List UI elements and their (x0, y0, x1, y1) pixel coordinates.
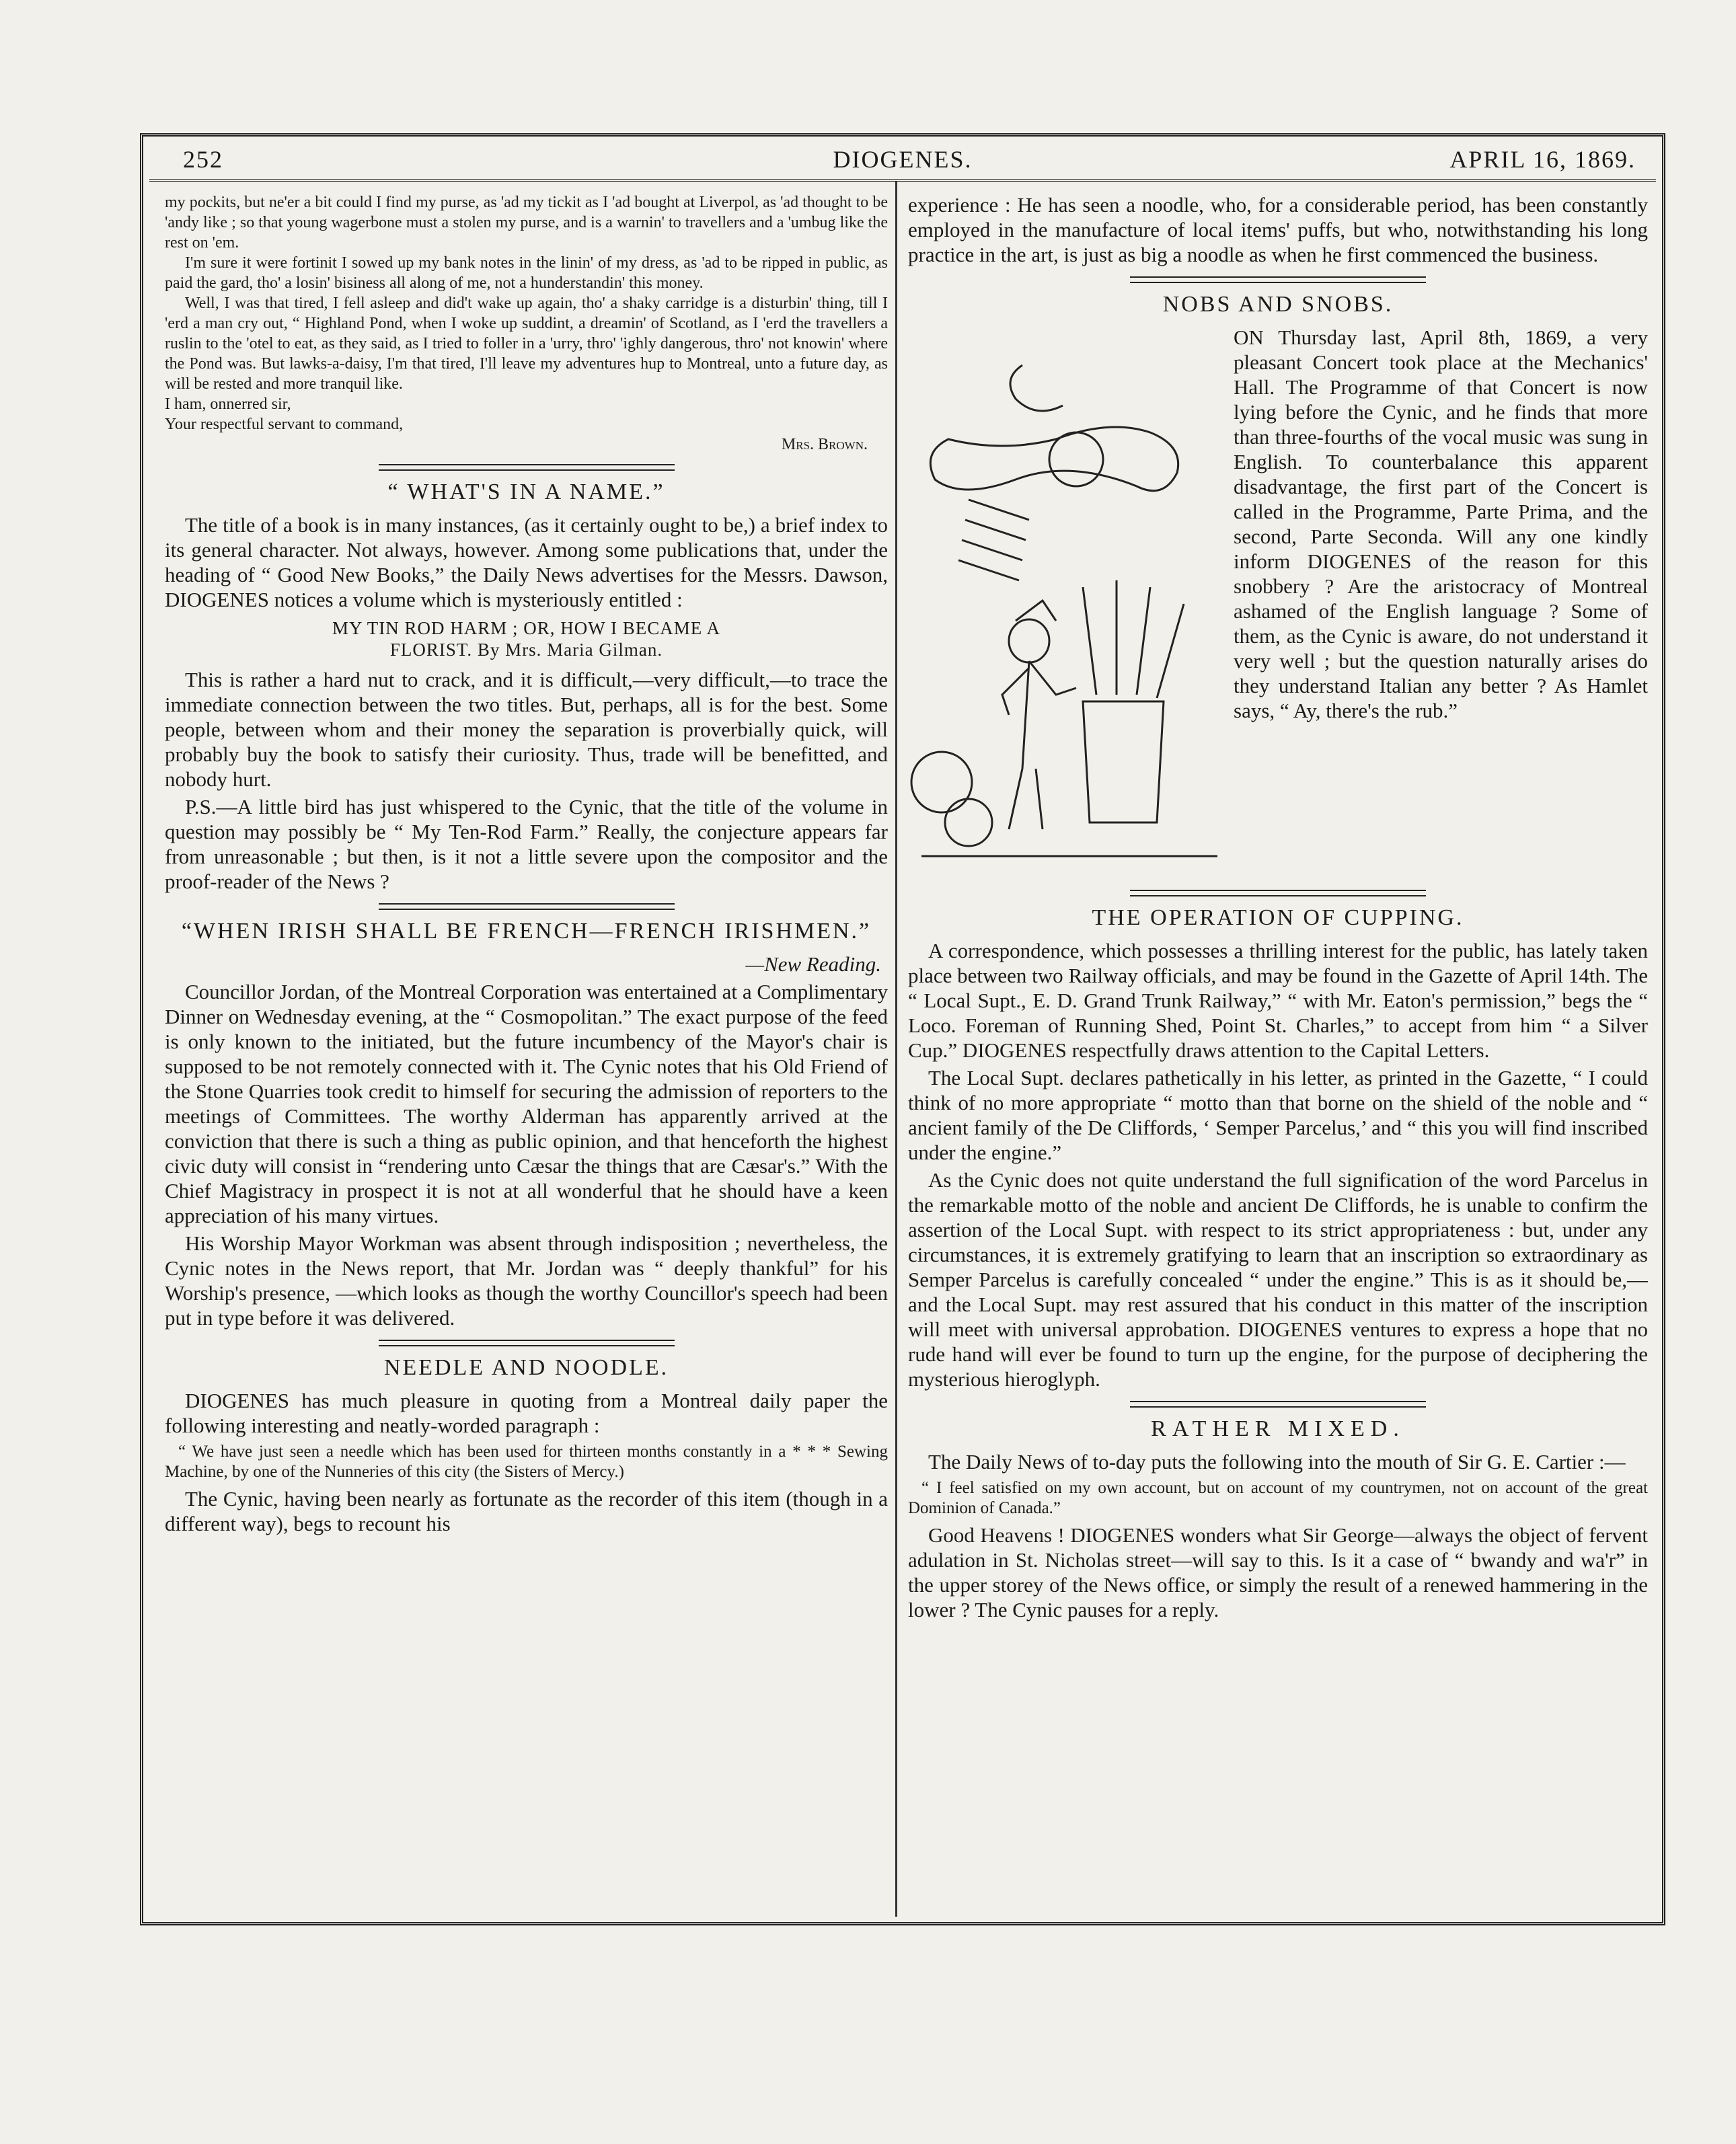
column-divider (895, 182, 897, 1917)
letter-closing: I ham, onnerred sir, (165, 395, 291, 413)
figure-legs (1009, 769, 1043, 829)
section-rule (379, 903, 675, 910)
letter-paragraph: I'm sure it were fortinit I sowed up my bank notes in the linin' of my dress, as 'ad to be ripped in public, as paid the gard, tho' a losin' bisiness all along of me, not a hunderstandin' this money. (165, 254, 888, 292)
section-rule (379, 1340, 675, 1346)
article-title: NEEDLE AND NOODLE. (383, 1355, 669, 1380)
letter-continuation (165, 192, 888, 455)
article-title: RATHER MIXED. (1151, 1416, 1405, 1441)
section-rule (1130, 890, 1426, 896)
book-title (205, 617, 847, 660)
letter-paragraph: Well, I was that tired, I fell asleep and did't wake up again, tho' a shaky carridge is a disturbin' thing, till I 'erd a man cry out, “ Highland Pond, when I woke up suddint, a dreamin' of Scotland, as I 'erd the travellers a ruslin to the 'otel to eat, as they said, as I tried to foller in a 'urry, thro' 'ighly dangerous, thro' not knowin' where the Pond was. But lawks-a-daisy, I'm that tired, I'll leave my adventures hup to Montreal, unto a future day, as will be rested and more tranquil like. (165, 295, 888, 393)
article-paragraph: The Daily News of to-day puts the following into the mouth of Sir G. E. Cartier :— (928, 1450, 1626, 1473)
page-header (149, 141, 1656, 182)
article-paragraph: DIOGENES has much pleasure in quoting from a Montreal daily paper the following interesting and neatly-worded paragraph : (165, 1389, 888, 1437)
section-rule (1130, 276, 1426, 283)
article-paragraph: This is rather a hard nut to crack, and it is difficult,—very difficult,—to trace the immediate connection between the two titles. But, perhaps, all is for the best. Some people, between whom and their money the separation is proverbially quick, will probably buy the book to satisfy their curiosity. Thus, trade will be benefitted, and nobody hurt. (165, 668, 888, 791)
article-title: “ WHAT'S IN A NAME.” (387, 480, 665, 504)
masthead-title: DIOGENES. (833, 146, 973, 173)
article-paragraph: P.S.—A little bird has just whispered to the Cynic, that the title of the volume in question may possibly be “ My Ten-Rod Farm.” Really, the conjecture appears far from unreasonable ; but then, is it not a little severe upon the compositor and the proof-reader of the News ? (165, 795, 888, 893)
quoted-paragraph: “ I feel satisfied on my own account, but on account of my countrymen, not on account of the great Dominion of Canada.” (908, 1479, 1648, 1517)
article-title: “WHEN IRISH SHALL BE FRENCH—FRENCH IRISHMEN.” (181, 919, 872, 944)
steaming-vessel (1083, 701, 1164, 822)
article-paragraph: Councillor Jordan, of the Montreal Corporation was entertained at a Complimentary Dinner on Wednesday evening, at the “ Cosmopolitan.” The exact purpose of the feed is only known to the initiated, but the future incumbency of the Mayor's chair is supposed to be not remotely connected with it. The Cynic notes that his Old Friend of the Stone Quarries took credit to himself for securing the admission of reporters to the meetings of Committees. The worthy Alderman has apparently arrived at the conviction that there is such a thing as public opinion, and that henceforth the highest civic duty will consist in “rendering unto Cæsar the things that are Cæsar's.” With the Chief Magistracy in prospect it is not at all wonderful that he should have a keen appreciation of his many virtues. (165, 980, 888, 1227)
section-rule (1130, 1401, 1426, 1408)
cloud-shape (930, 427, 1178, 491)
letter-signature: Mrs. Brown. (781, 436, 868, 453)
figure-body (1002, 661, 1076, 769)
article-paragraph: The title of a book is in many instances, (as it certainly ought to be,) a brief index to its general character. Not always, however. Among some publications that, under the heading of “ Good New Books,” the Daily News advertises for the Messrs. Dawson, DIOGENES notices a volume which is mysteriously entitled : (165, 513, 888, 611)
article-paragraph: Good Heavens ! DIOGENES wonders what Sir George—always the object of fervent adulation in St. Nicholas street—will say to this. Is it a case of “ bwandy and wa'r” in the upper storey of the News office, or simply the result of a renewed hammering in the lower ? The Cynic pauses for a reply. (908, 1523, 1648, 1621)
steam-curl (1010, 365, 1063, 411)
left-column (165, 192, 888, 1914)
letter-closing: Your respectful servant to command, (165, 416, 404, 433)
article-paragraph: The Cynic, having been nearly as fortunate as the recorder of this item (though in a different way), begs to recount his (165, 1487, 888, 1535)
book-title-line: MY TIN ROD HARM ; OR, HOW I BECAME A (332, 618, 721, 638)
ball-shape (1049, 432, 1103, 486)
round-object (945, 799, 992, 846)
article-title: NOBS AND SNOBS. (1162, 292, 1394, 317)
article-paragraph: A correspondence, which possesses a thrilling interest for the public, has lately taken place between two Railway officials, and may be found in the Gazette of April 14th. The “ Local Supt., E. D. Grand Trunk Railway,” “ with Mr. Eaton's permission,” begs the “ Loco. Foreman of Running Shed, Point St. Charles,” to accept from him “ a Silver Cup.” DIOGENES respectfully draws attention to the Capital Letters. (908, 939, 1648, 1062)
round-object (911, 752, 972, 812)
article-paragraph: The Local Supt. declares pathetically in his letter, as printed in the Gazette, “ I could think of no more appropriate “ motto than that borne on the shield of the noble and “ ancient family of the De Cliffords, ‘ Semper Parcelus,’ and “ this you will find inscribed under the engine.” (908, 1066, 1648, 1164)
article-paragraph: His Worship Mayor Workman was absent through indisposition ; nevertheless, the Cynic notes in the News report, that Mr. Jordan was “ deeply thankful” for his Worship's presence, —which looks as though the worthy Councillor's speech had been put in type before it was delivered. (165, 1231, 888, 1330)
issue-date: APRIL 16, 1869. (1449, 146, 1636, 173)
page-number: 252 (183, 146, 223, 173)
book-title-line: FLORIST. By Mrs. Maria Gilman. (389, 640, 663, 660)
quoted-paragraph: “ We have just seen a needle which has been used for thirteen months constantly in a * * * Sewing Machine, by one of the Nunneries of this city (the Sisters of Mercy.) (165, 1443, 888, 1481)
figure-cap (1016, 601, 1056, 621)
article-continuation: experience : He has seen a noodle, who, for a considerable period, has been constantly employed in the manufacture of local items' puffs, but who, notwithstanding his long practice in the art, is just as big a noodle as when he first commenced the business. (908, 193, 1648, 266)
figure-head (1009, 619, 1049, 662)
right-column (908, 192, 1648, 1914)
article-paragraph: As the Cynic does not quite understand the full signification of the word Parcelus in the remarkable motto of the noble and ancient De Cliffords, he is unable to confirm the assertion of the Local Supt. with respect to its strict appropriateness : but, under any circumstances, it is extremely gratifying to learn that an inscription so extraordinary as Semper Parcelus is carefully concealed “ under the engine.” This is as it should be,—and the Local Supt. may rest assured that his conduct in this matter of the inscription will meet with universal approbation. DIOGENES ventures to express a hope that no rude hand will ever be found to turn up the engine, for the purpose of deciphering the mysterious hieroglyph. (908, 1168, 1648, 1391)
cartoon-illustration (908, 325, 1224, 876)
article-attribution: —New Reading. (745, 952, 881, 976)
letter-paragraph: my pockits, but ne'er a bit could I find my purse, as 'ad my tickit as I 'ad bought at Liverpol, as 'ad thought to be 'andy like ; so that young wagerbone must a stolen my purse, and is a warnin' to travellers and a 'umbug like the rest on 'em. (165, 194, 888, 252)
article-title: THE OPERATION OF CUPPING. (1092, 905, 1464, 930)
section-rule (379, 464, 675, 471)
article-paragraph: ON Thursday last, April 8th, 1869, a very pleasant Concert took place at the Mechanics' Hall. The Programme of that Concert is now lying before the Cynic, and he finds that more than three-fourths of the vocal music was sung in English. To counterbalance this apparent disadvantage, the first part of the Concert is called in the Programme, Parte Prima, and the second, Parte Seconda. Will any one kindly inform DIOGENES of the reason for this snobbery ? Are the aristocracy of Montreal ashamed of the English language ? Some of them, as the Cynic is aware, do not understand it very well ; but the question naturally arises do they understand Italian any better ? As Hamlet says, “ Ay, there's the rub.” (1234, 326, 1648, 722)
steam-lines (958, 500, 1029, 580)
steam-rays (1083, 580, 1184, 698)
